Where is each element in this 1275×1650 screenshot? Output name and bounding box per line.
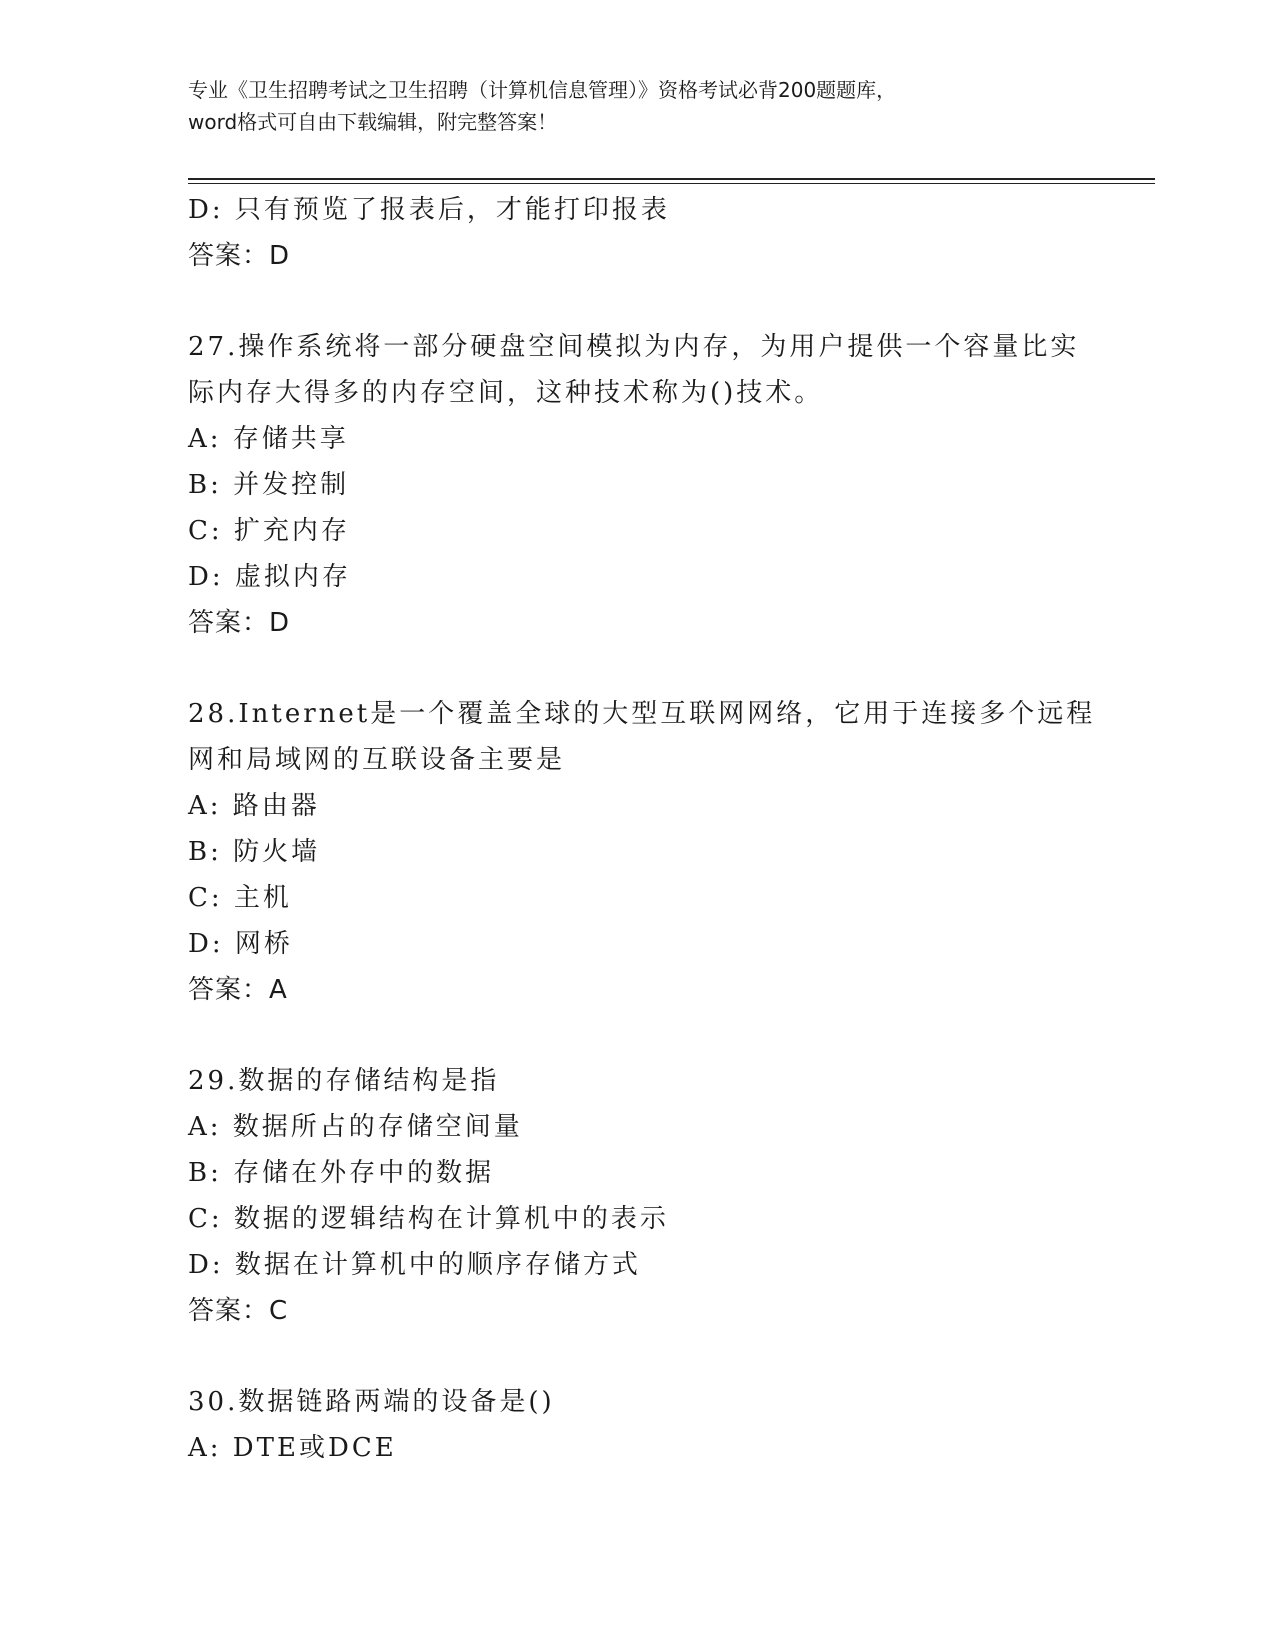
option-c: C: 数据的逻辑结构在计算机中的表示 [188, 1204, 669, 1234]
question-text: 29.数据的存储结构是指 [188, 1066, 500, 1096]
question-block-28 [188, 691, 1148, 1013]
spacer [188, 279, 1148, 324]
answer: 答案：A [188, 975, 288, 1005]
option-b: B: 存储在外存中的数据 [188, 1158, 495, 1188]
option-d: D: 只有预览了报表后，才能打印报表 [188, 195, 670, 225]
option-a: A: DTE或DCE [188, 1433, 397, 1463]
option-a: A: 路由器 [188, 791, 320, 821]
header-line-2: word格式可自由下载编辑，附完整答案！ [188, 110, 558, 134]
question-block-30 [188, 1379, 1148, 1471]
answer: 答案：C [188, 1296, 289, 1326]
option-d: D: 网桥 [188, 929, 293, 959]
option-d: D: 数据在计算机中的顺序存储方式 [188, 1250, 641, 1280]
question-text-cont: 网和局域网的互联设备主要是 [188, 745, 566, 775]
option-b: B: 并发控制 [188, 470, 350, 500]
answer: 答案：D [188, 608, 291, 638]
option-d: D: 虚拟内存 [188, 562, 351, 592]
spacer [188, 1334, 1148, 1379]
question-text: 28.Internet是一个覆盖全球的大型互联网网络，它用于连接多个远程 [188, 699, 1096, 729]
spacer [188, 646, 1148, 691]
option-a: A: 数据所占的存储空间量 [188, 1112, 523, 1142]
option-c: C: 扩充内存 [188, 516, 350, 546]
option-b: B: 防火墙 [188, 837, 321, 867]
question-text: 27.操作系统将一部分硬盘空间模拟为内存，为用户提供一个容量比实 [188, 332, 1080, 362]
question-block-27 [188, 324, 1148, 646]
header-divider-thick [188, 178, 1155, 180]
header-line-1: 专业《卫生招聘考试之卫生招聘（计算机信息管理）》资格考试必背200题题库， [188, 78, 897, 102]
document-header [188, 74, 1088, 138]
header-divider-thin [188, 183, 1155, 184]
question-text-cont: 际内存大得多的内存空间，这种技术称为()技术。 [188, 378, 824, 408]
question-list [188, 187, 1148, 1471]
option-a: A: 存储共享 [188, 424, 349, 454]
option-c: C: 主机 [188, 883, 292, 913]
question-block-prev [188, 187, 1148, 279]
spacer [188, 1013, 1148, 1058]
question-block-29 [188, 1058, 1148, 1334]
question-text: 30.数据链路两端的设备是() [188, 1387, 555, 1417]
answer: 答案：D [188, 241, 291, 271]
